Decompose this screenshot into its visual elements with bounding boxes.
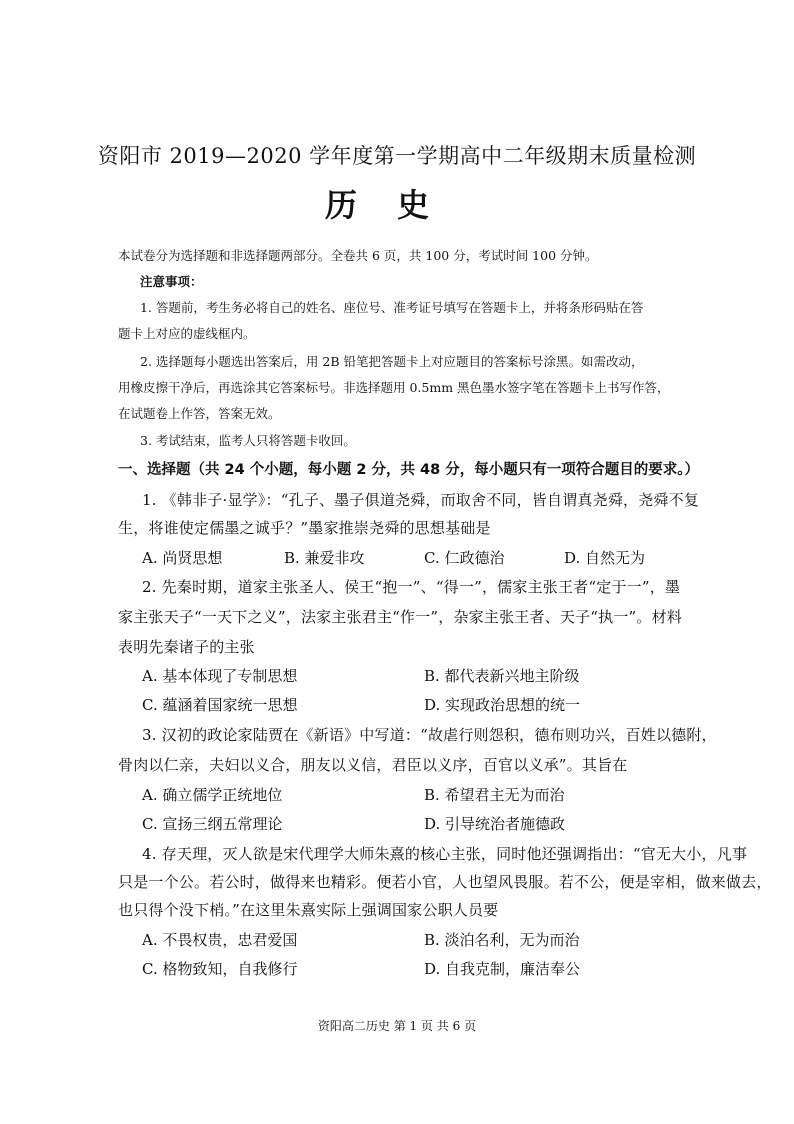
question-2-option-d: D. 实现政治思想的统一 (424, 696, 581, 714)
section-title: 一、选择题（共 24 个小题，每小题 2 分，共 48 分，每小题只有一项符合题目的要求。） (118, 462, 699, 478)
question-3-line: 3. 汉初的政论家陆贾在《新语》中写道：“故虐行则怨积，德布则功兴，百姓以德附， (142, 726, 717, 744)
question-1-option-b: B. 兼爱非攻 (284, 549, 365, 567)
question-3-line: 骨肉以仁亲，夫妇以义合，朋友以义信，君臣以义序，百官以义承”。其旨在 (118, 756, 628, 774)
question-2-option-b: B. 都代表新兴地主阶级 (424, 667, 580, 685)
exam-title: 资阳市 2019—2020 学年度第一学期高中二年级期末质量检测 (97, 144, 697, 168)
notice-line: 3. 考试结束，监考人只将答题卡收回。 (140, 433, 356, 448)
question-4-option-b: B. 淡泊名利，无为而治 (424, 931, 580, 949)
intro-text: 本试卷分为选择题和非选择题两部分。全卷共 6 页，共 100 分，考试时间 100 分钟。 (118, 248, 598, 263)
question-3-option-c: C. 宣扬三纲五常理论 (142, 815, 283, 833)
question-2-line: 表明先秦诸子的主张 (118, 638, 255, 656)
question-4-line: 4. 存天理，灭人欲是宋代理学大师朱熹的核心主张，同时他还强调指出：“官无大小，凡事 (142, 845, 748, 863)
notice-heading: 注意事项： (140, 274, 203, 289)
question-4-option-c: C. 格物致知，自我修行 (142, 960, 298, 978)
question-4-line: 也只得个没下梢。”在这里朱熹实际上强调国家公职人员要 (118, 901, 499, 919)
question-4-line: 只是一个公。若公时，做得来也精彩。便若小官，人也望风畏服。若不公，便是宰相，做来做去， (118, 873, 772, 891)
question-1-line: 生，将谁使定儒墨之诚乎？”墨家推崇尧舜的思想基础是 (118, 519, 491, 537)
notice-line: 用橡皮擦干净后，再选涂其它答案标号。非选择题用 0.5mm 黑色墨水签字笔在答题卡上书写作答， (118, 380, 670, 395)
question-2-line: 2. 先秦时期，道家主张圣人、侯王“抱一”、“得一”，儒家主张王者“定于一”，墨 (142, 578, 681, 596)
question-3-option-a: A. 确立儒学正统地位 (142, 786, 283, 804)
page-footer: 资阳高二历史 第 1 页 共 6 页 (317, 1019, 477, 1033)
question-1-option-d: D. 自然无为 (564, 549, 646, 567)
subject-title: 历史 (324, 186, 469, 224)
question-2-option-a: A. 基本体现了专制思想 (142, 667, 298, 685)
notice-line: 1. 答题前，考生务必将自己的姓名、座位号、准考证号填写在答题卡上，并将条形码贴在答 (140, 300, 644, 315)
question-4-option-a: A. 不畏权贵，忠君爱国 (142, 931, 298, 949)
notice-line: 题卡上对应的虚线框内。 (118, 326, 256, 341)
question-2-option-c: C. 蕴涵着国家统一思想 (142, 696, 298, 714)
notice-line: 2. 选择题每小题选出答案后，用 2B 铅笔把答题卡上对应题目的答案标号涂黑。如需改动， (140, 354, 644, 369)
question-2-line: 家主张天子“一天下之义”，法家主张君主“作一”，杂家主张王者、天子“执一”。材料 (118, 608, 683, 626)
question-3-option-b: B. 希望君主无为而治 (424, 786, 565, 804)
question-1-option-c: C. 仁政德治 (424, 549, 505, 567)
question-1-option-a: A. 尚贤思想 (142, 549, 223, 567)
question-3-option-d: D. 引导统治者施德政 (424, 815, 566, 833)
notice-line: 在试题卷上作答，答案无效。 (118, 406, 281, 421)
question-4-option-d: D. 自我克制，廉洁奉公 (424, 960, 581, 978)
question-1-line: 1. 《韩非子·显学》：“孔子、墨子俱道尧舜，而取舍不同，皆自谓真尧舜，尧舜不复 (142, 491, 700, 509)
